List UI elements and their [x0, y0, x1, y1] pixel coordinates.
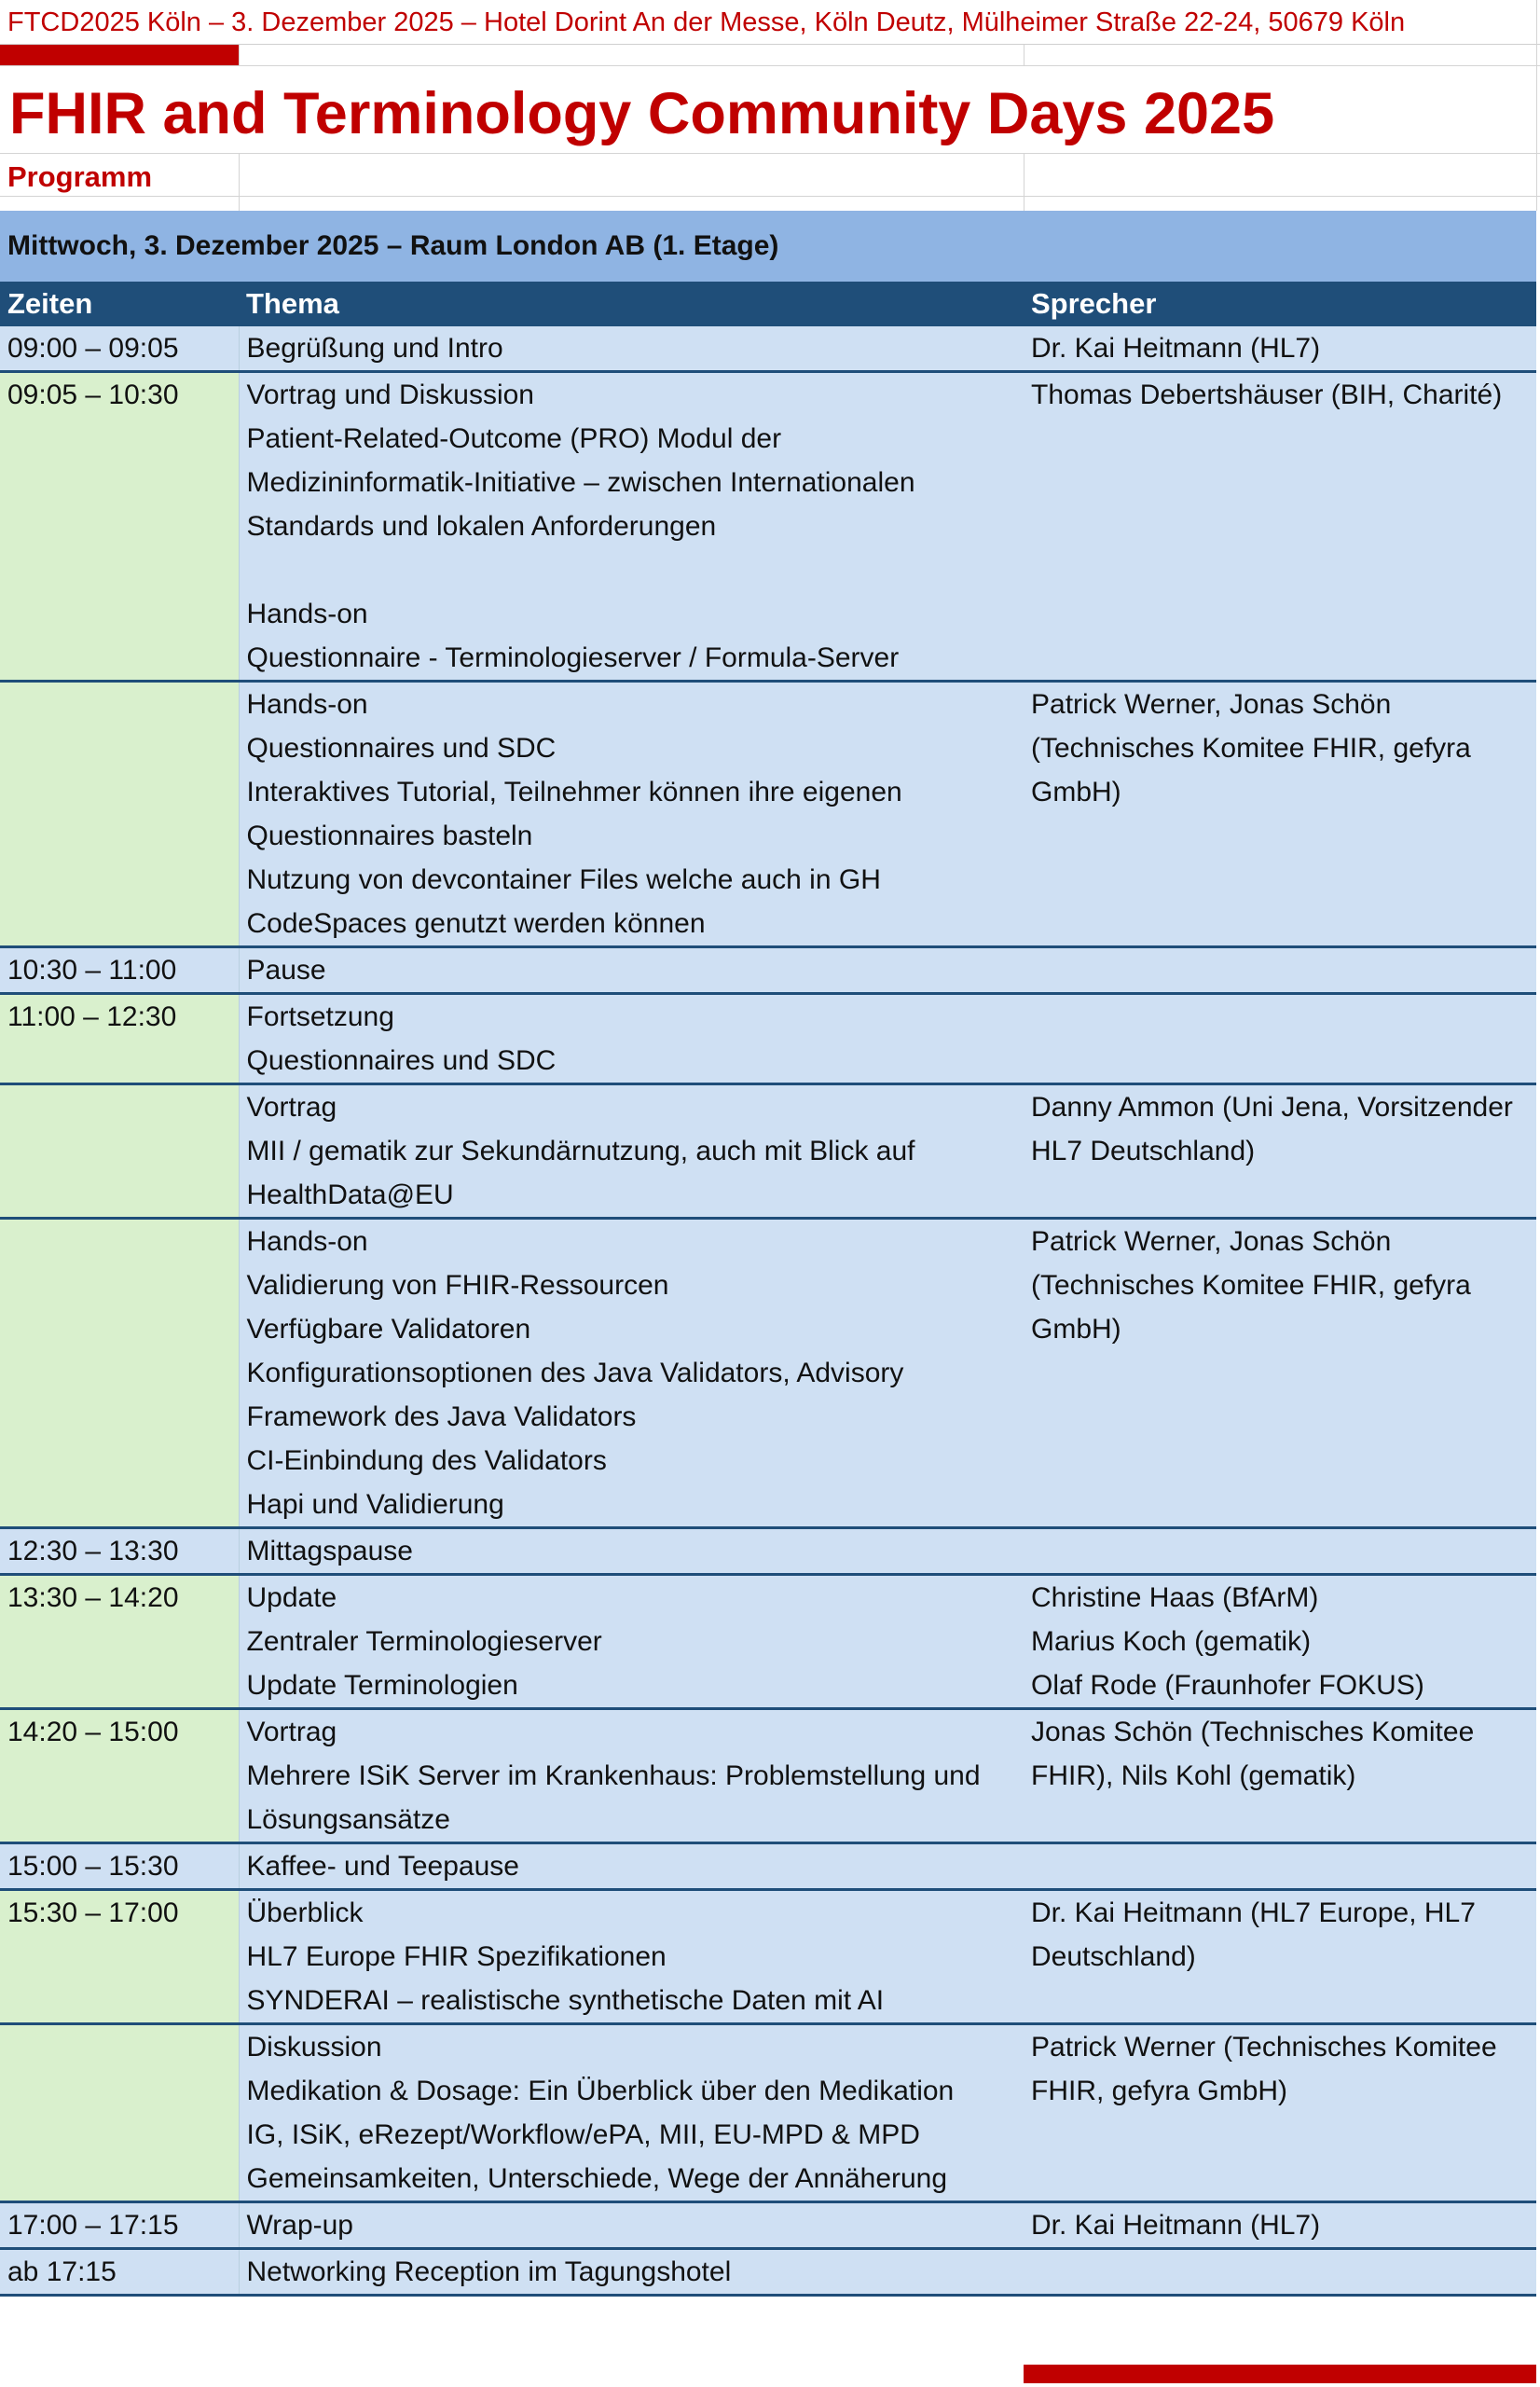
- time-text: [7, 1220, 229, 1263]
- speaker-line: Christine Haas (BfArM): [1031, 1582, 1319, 1613]
- speaker-line: HL7 Deutschland): [1031, 1136, 1256, 1166]
- schedule-row: [0, 1575, 1536, 1709]
- topic-line: Framework des Java Validators: [246, 1401, 637, 1432]
- page-subtitle: Programm: [7, 160, 153, 193]
- topic-line: HL7 Europe FHIR Spezifikationen: [246, 1941, 667, 1972]
- topic-cell: [239, 947, 1024, 994]
- speaker-cell: [1024, 1528, 1536, 1575]
- grid-line: [0, 153, 1540, 154]
- day-heading: Mittwoch, 3. Dezember 2025 – Raum London AB (1. Etage): [0, 211, 1536, 282]
- topic-line: Lösungsansätze: [246, 1804, 450, 1835]
- topic-line: Hands-on: [246, 599, 368, 629]
- speaker-line: Marius Koch (gematik): [1031, 1626, 1312, 1657]
- time-cell: [0, 1843, 239, 1890]
- speaker-cell: [1024, 1084, 1536, 1219]
- topic-line: Verfügbare Validatoren: [246, 1314, 531, 1345]
- topic-cell: [239, 1528, 1024, 1575]
- schedule-row: [0, 2202, 1536, 2249]
- time-cell: [0, 326, 239, 372]
- time-text: 14:20 – 15:00: [7, 1717, 179, 1747]
- time-cell: [0, 372, 239, 682]
- topic-line: Vortrag: [246, 1717, 337, 1747]
- speaker-cell: [1024, 2024, 1536, 2202]
- grid-line: [239, 45, 240, 65]
- speaker-cell: [1024, 682, 1536, 947]
- topic-cell: [239, 2024, 1024, 2202]
- speaker-line: Dr. Kai Heitmann (HL7 Europe, HL7: [1031, 1897, 1476, 1928]
- time-text: ab 17:15: [7, 2256, 117, 2287]
- topic-line: Gemeinsamkeiten, Unterschiede, Wege der Annäherung: [246, 2163, 948, 2194]
- speaker-cell: [1024, 1219, 1536, 1528]
- schedule-row: [0, 1219, 1536, 1528]
- topic-line: Hands-on: [246, 1226, 368, 1257]
- time-cell: [0, 1084, 239, 1219]
- topic-line: Standards und lokalen Anforderungen: [246, 511, 717, 542]
- time-cell: [0, 2024, 239, 2202]
- topic-line: CI-Einbindung des Validators: [246, 1445, 607, 1476]
- speaker-cell: [1024, 1575, 1536, 1709]
- time-cell: [0, 1890, 239, 2024]
- time-text: [7, 683, 229, 726]
- topic-line: MII / gematik zur Sekundärnutzung, auch mit Blick auf: [246, 1136, 915, 1166]
- speaker-line: FHIR, gefyra GmbH): [1031, 2076, 1288, 2106]
- speaker-line: (Technisches Komitee FHIR, gefyra: [1031, 1270, 1471, 1301]
- speaker-line: Patrick Werner (Technisches Komitee: [1031, 2032, 1497, 2063]
- schedule-row: [0, 372, 1536, 682]
- speaker-line: GmbH): [1031, 777, 1121, 807]
- topic-cell: [239, 1843, 1024, 1890]
- speaker-line: Dr. Kai Heitmann (HL7): [1031, 2210, 1321, 2241]
- topic-line: Begrüßung und Intro: [246, 333, 503, 364]
- schedule-row: [0, 1843, 1536, 1890]
- topic-line: [247, 548, 1015, 592]
- topic-line: Zentraler Terminologieserver: [246, 1626, 602, 1657]
- schedule-row: [0, 682, 1536, 947]
- schedule-row: [0, 1528, 1536, 1575]
- time-text: 09:05 – 10:30: [7, 379, 179, 410]
- speaker-cell: [1024, 947, 1536, 994]
- speaker-cell: [1024, 2202, 1536, 2249]
- schedule-row: [0, 1890, 1536, 2024]
- topic-cell: [239, 1890, 1024, 2024]
- topic-cell: [239, 1709, 1024, 1843]
- schedule-row: [0, 2024, 1536, 2202]
- speaker-cell: [1024, 1843, 1536, 1890]
- topic-line: Networking Reception im Tagungshotel: [246, 2256, 732, 2287]
- topic-line: Überblick: [246, 1897, 364, 1928]
- time-cell: [0, 1575, 239, 1709]
- time-text: 11:00 – 12:30: [7, 1001, 177, 1032]
- column-header-time: Zeiten: [7, 287, 93, 320]
- time-cell: [0, 2202, 239, 2249]
- time-text: [7, 1085, 229, 1129]
- topic-line: Mehrere ISiK Server im Krankenhaus: Problemstellung und: [246, 1760, 981, 1791]
- topic-line: Vortrag und Diskussion: [246, 379, 534, 410]
- schedule-row: [0, 1084, 1536, 1219]
- topic-cell: [239, 1575, 1024, 1709]
- topic-cell: [239, 372, 1024, 682]
- speaker-line: Patrick Werner, Jonas Schön: [1031, 689, 1392, 720]
- time-cell: [0, 1709, 239, 1843]
- topic-line: Questionnaires und SDC: [246, 733, 557, 764]
- topic-line: Wrap-up: [246, 2210, 353, 2241]
- speaker-line: Patrick Werner, Jonas Schön: [1031, 1226, 1392, 1257]
- speaker-line: Thomas Debertshäuser (BIH, Charité): [1031, 379, 1503, 410]
- speaker-cell: [1024, 994, 1536, 1084]
- time-text: 17:00 – 17:15: [7, 2210, 179, 2241]
- accent-bar-bottom: [1024, 2365, 1536, 2383]
- topic-line: HealthData@EU: [246, 1180, 454, 1210]
- topic-line: Update Terminologien: [246, 1670, 518, 1701]
- topic-line: Pause: [246, 955, 326, 986]
- topic-line: Questionnaires basteln: [246, 821, 533, 851]
- topic-line: Mittagspause: [246, 1536, 413, 1566]
- time-cell: [0, 1528, 239, 1575]
- topic-line: Fortsetzung: [246, 1001, 394, 1032]
- topic-line: IG, ISiK, eRezept/Workflow/ePA, MII, EU-MPD & MPD: [246, 2119, 920, 2150]
- topic-line: Nutzung von devcontainer Files welche auch in GH: [246, 864, 881, 895]
- speaker-line: Deutschland): [1031, 1941, 1196, 1972]
- schedule-row: [0, 1709, 1536, 1843]
- topic-line: Interaktives Tutorial, Teilnehmer können ihre eigenen: [246, 777, 902, 807]
- grid-line: [0, 196, 1540, 197]
- speaker-cell: [1024, 2249, 1536, 2296]
- time-text: [7, 2025, 229, 2069]
- topic-line: Hands-on: [246, 689, 368, 720]
- time-text: 12:30 – 13:30: [7, 1536, 179, 1566]
- grid-line: [1536, 0, 1537, 211]
- schedule-row: [0, 994, 1536, 1084]
- topic-line: Vortrag: [246, 1092, 337, 1123]
- topic-line: Medizininformatik-Initiative – zwischen Internationalen: [246, 467, 915, 498]
- speaker-cell: [1024, 1709, 1536, 1843]
- speaker-cell: [1024, 372, 1536, 682]
- speaker-line: (Technisches Komitee FHIR, gefyra: [1031, 733, 1471, 764]
- speaker-cell: [1024, 326, 1536, 372]
- topic-line: Validierung von FHIR-Ressourcen: [246, 1270, 669, 1301]
- schedule-row: [0, 326, 1536, 372]
- speaker-line: Olaf Rode (Fraunhofer FOKUS): [1031, 1670, 1424, 1701]
- column-header-topic: Thema: [246, 287, 339, 320]
- speaker-cell: [1024, 1890, 1536, 2024]
- topic-line: Patient-Related-Outcome (PRO) Modul der: [246, 423, 782, 454]
- time-cell: [0, 994, 239, 1084]
- time-text: 15:30 – 17:00: [7, 1897, 179, 1928]
- time-text: 13:30 – 14:20: [7, 1582, 179, 1613]
- topic-cell: [239, 994, 1024, 1084]
- speaker-line: GmbH): [1031, 1314, 1121, 1345]
- topic-cell: [239, 2249, 1024, 2296]
- topic-line: Update: [246, 1582, 337, 1613]
- event-info-line: FTCD2025 Köln – 3. Dezember 2025 – Hotel Dorint An der Messe, Köln Deutz, Mülheimer Straße 22-24, 50679 Köln: [0, 0, 1540, 45]
- speaker-line: Dr. Kai Heitmann (HL7): [1031, 333, 1321, 364]
- time-cell: [0, 947, 239, 994]
- topic-cell: [239, 2202, 1024, 2249]
- table-header: [0, 282, 1536, 326]
- speaker-line: Danny Ammon (Uni Jena, Vorsitzender: [1031, 1092, 1513, 1123]
- accent-bar-top: [0, 45, 239, 65]
- time-text: 10:30 – 11:00: [7, 955, 177, 986]
- topic-cell: [239, 1219, 1024, 1528]
- page-title: FHIR and Terminology Community Days 2025: [9, 81, 1275, 146]
- topic-line: Medikation & Dosage: Ein Überblick über den Medikation: [246, 2076, 955, 2106]
- schedule-row: [0, 947, 1536, 994]
- topic-cell: [239, 682, 1024, 947]
- speaker-line: FHIR), Nils Kohl (gematik): [1031, 1760, 1356, 1791]
- topic-cell: [239, 1084, 1024, 1219]
- grid-line: [0, 65, 1540, 66]
- topic-line: Diskussion: [246, 2032, 382, 2063]
- schedule-table: [0, 326, 1536, 2297]
- grid-line: [239, 153, 240, 211]
- topic-line: Hapi und Validierung: [246, 1489, 504, 1520]
- topic-cell: [239, 326, 1024, 372]
- time-cell: [0, 682, 239, 947]
- time-cell: [0, 2249, 239, 2296]
- time-text: 09:00 – 09:05: [7, 333, 179, 364]
- topic-line: Kaffee- und Teepause: [246, 1851, 519, 1882]
- topic-line: SYNDERAI – realistische synthetische Daten mit AI: [246, 1985, 885, 2016]
- schedule-row: [0, 2249, 1536, 2296]
- topic-line: Questionnaire - Terminologieserver / Formula-Server: [246, 642, 900, 673]
- time-text: 15:00 – 15:30: [7, 1851, 179, 1882]
- topic-line: CodeSpaces genutzt werden können: [246, 908, 706, 939]
- column-header-speaker: Sprecher: [1031, 287, 1157, 320]
- topic-line: Konfigurationsoptionen des Java Validators, Advisory: [246, 1358, 904, 1388]
- topic-line: Questionnaires und SDC: [246, 1045, 557, 1076]
- speaker-line: Jonas Schön (Technisches Komitee: [1031, 1717, 1475, 1747]
- time-cell: [0, 1219, 239, 1528]
